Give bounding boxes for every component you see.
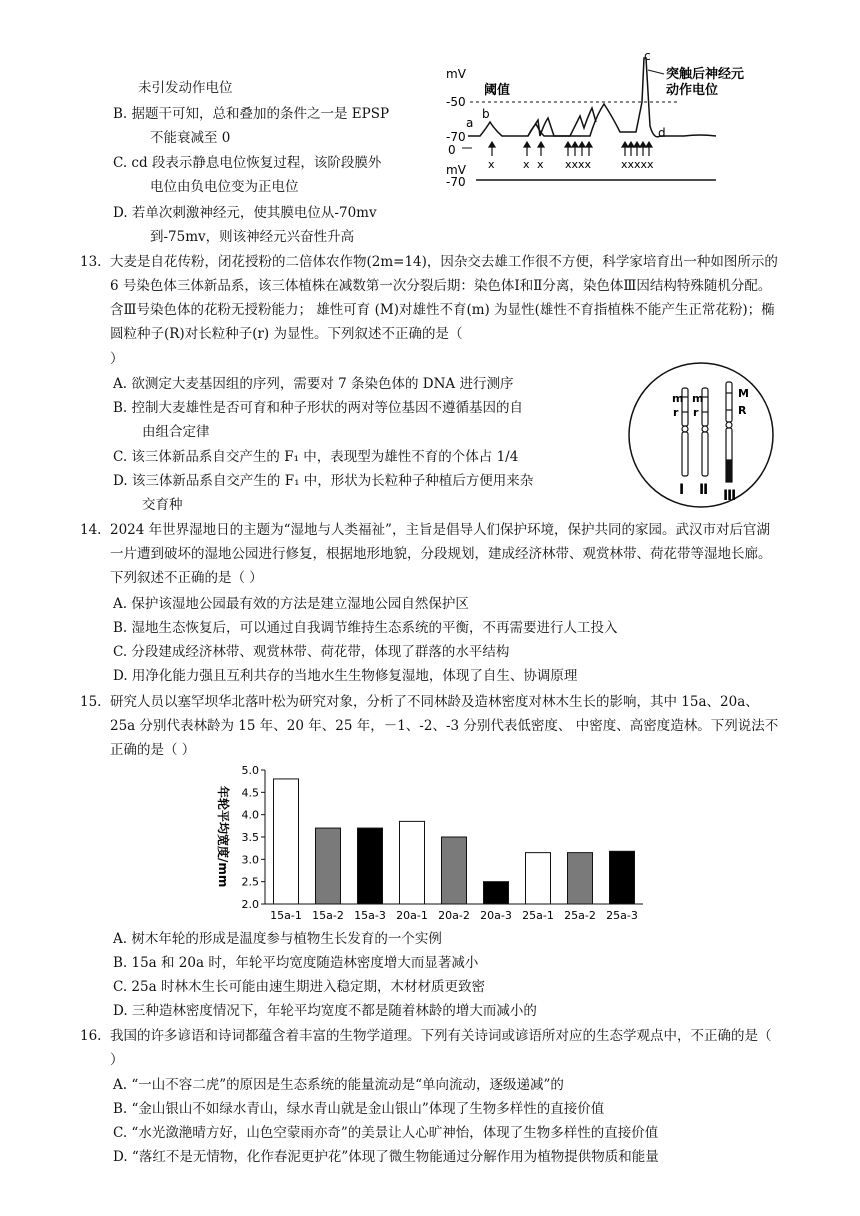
- y-tick-label: 4.0: [241, 808, 259, 822]
- stimulus-arrows: [489, 142, 652, 156]
- chromosome-figure: [618, 360, 784, 510]
- label-b: b: [482, 107, 490, 121]
- bar-25a-2: [568, 853, 593, 904]
- bar-15a-1: [274, 779, 299, 904]
- q15-option-c: C. 25a 时林木生长可能由速生期进入稳定期，木材材质更致密: [113, 979, 485, 995]
- q14-option-c: C. 分段建成经济林带、观赏林带、荷花带，体现了群落的水平结构: [113, 644, 510, 660]
- q16-option-b: B. “金山银山不如绿水青山，绿水青山就是金山银山”体现了生物多样性的直接价值: [113, 1101, 605, 1117]
- x-tick-label: 15a-2: [312, 909, 344, 922]
- chr3-gene-m: M: [738, 387, 749, 400]
- chr3-label: Ⅲ: [723, 488, 737, 504]
- q13-option-d-line1: D. 该三体新品系自交产生的 F₁ 中，形状为长粒种子种植后方便用来杂: [113, 473, 534, 489]
- q13-stem-end: ）: [110, 351, 124, 367]
- q15-option-d: D. 三种造林密度情况下，年轮平均宽度不都是随着林龄的增大而减小的: [113, 1003, 537, 1019]
- bar-15a-3: [358, 828, 383, 904]
- x-tick-label: 25a-3: [606, 909, 638, 922]
- c-pointer: [648, 70, 664, 74]
- q13-number: 13.: [80, 254, 102, 270]
- stim-label-1: x: [488, 158, 495, 171]
- x-tick-label: 25a-2: [564, 909, 596, 922]
- q15-option-a: A. 树木年轮的形成是温度参与植物生长发育的一个实例: [113, 931, 442, 947]
- x-tick-label: 15a-1: [270, 909, 302, 922]
- stim-label-4: xxxx: [565, 158, 592, 171]
- x-tick-label: 20a-1: [396, 909, 428, 922]
- chr3-gene-r: R: [738, 404, 747, 417]
- q12-option-a-tail: 未引发动作电位: [138, 80, 233, 96]
- y-tick-label: 4.5: [241, 786, 259, 800]
- mv-bottom-label: mV: [446, 163, 466, 177]
- q12-option-c-line1: C. cd 段表示静息电位恢复过程，该阶段膜外: [113, 155, 382, 171]
- q12-option-b-line1: B. 据题干可知，总和叠加的条件之一是 EPSP: [113, 106, 390, 122]
- mv-top-label: mV: [446, 67, 466, 81]
- y-tick-label: 3.0: [241, 853, 259, 867]
- q13-option-c: C. 该三体新品系自交产生的 F₁ 中，表现型为雄性不育的个体占 1/4: [113, 449, 519, 465]
- q15-option-b: B. 15a 和 20a 时，年轮平均宽度随造林密度增大而显著减小: [113, 955, 479, 971]
- q15-number: 15.: [80, 694, 102, 710]
- q14-number: 14.: [80, 522, 102, 538]
- label-a: a: [466, 116, 474, 130]
- q12-option-c-line2: 电位由负电位变为正电位: [150, 179, 299, 195]
- zero-label: 0: [448, 143, 456, 157]
- y-tick-label: 2.0: [241, 898, 259, 911]
- bar-20a-2: [442, 837, 467, 904]
- q16-option-a: A. “一山不容二虎”的原因是生态系统的能量流动是“单向流动，逐级递减”的: [113, 1077, 564, 1093]
- membrane-potential-figure: [440, 48, 760, 198]
- x-tick-label: 20a-3: [480, 909, 512, 922]
- label-c: c: [644, 49, 651, 63]
- second-trace: [528, 108, 596, 136]
- chr1-gene-m: m: [672, 392, 684, 405]
- q14-option-d: D. 用净化能力强且互利共存的当地水生生物修复湿地，体现了自生、协调原理: [113, 668, 578, 684]
- q16-number: 16.: [80, 1028, 102, 1044]
- post-neuron-label-line1: 突触后神经元: [666, 67, 745, 82]
- bar-20a-3: [484, 882, 509, 904]
- x-tick-label: 20a-2: [438, 909, 470, 922]
- minus70-bottom-label: -70: [446, 175, 466, 189]
- bar-15a-2: [316, 828, 341, 904]
- q14-option-a: A. 保护该湿地公园最有效的方法是建立湿地公园自然保护区: [113, 596, 469, 612]
- q13-stem: 大麦是自花传粉，闭花授粉的二倍体农作物(2m=14)，因杂交去雄工作很不方便，科学家培育出一种如图所示的 6 号染色体三体新品系，该三体植株在减数第一次分裂后期：染色体Ⅰ和Ⅱ分离，染色体Ⅲ因结构特殊随机分配。含Ⅲ号染色体的花粉无授粉能力； 雄性可育 (M)对雄性不育(m) 为显性(雄性不育指植株不能产生正常花粉)；椭圆粒种子(R)对长粒种子(r) 为显性。下列叙述不正确的是（: [110, 254, 778, 342]
- bar-25a-3: [610, 851, 635, 904]
- chr1-gene-r: r: [673, 406, 679, 419]
- x-tick-label: 15a-3: [354, 909, 386, 922]
- q13-option-b-line2: 由组合定律: [142, 424, 210, 440]
- q14-option-b: B. 湿地生态恢复后，可以通过自我调节维持生态系统的平衡，不再需要进行人工投入: [113, 620, 618, 636]
- y-tick-label: 5.0: [241, 764, 259, 777]
- post-neuron-label-line2: 动作电位: [666, 83, 719, 98]
- chr1-label: Ⅰ: [679, 482, 685, 498]
- stim-label-3: x: [537, 158, 544, 171]
- threshold-label: 阈值: [484, 83, 511, 98]
- stim-label-2: x: [523, 158, 530, 171]
- q16-option-c: C. “水光潋滟晴方好，山色空蒙雨亦奇”的美景让人心旷神怡，体现了生物多样性的直接价值: [113, 1125, 659, 1141]
- q12-option-b-line2: 不能衰减至 0: [150, 130, 231, 146]
- label-d: d: [658, 126, 666, 140]
- q12-option-d-line1: D. 若单次刺激神经元，使其膜电位从-70mv: [113, 205, 377, 221]
- chr2-gene-m: m: [692, 392, 704, 405]
- chr2-label: Ⅱ: [699, 482, 709, 498]
- q16-stem: 我国的许多谚语和诗词都蕴含着丰富的生物学道理。下列有关诗词或谚语所对应的生态学观点中，不正确的是（ ）: [110, 1028, 772, 1068]
- chart-ylabel: 年轮平均宽度/mm: [216, 786, 230, 888]
- bar-20a-1: [400, 821, 425, 904]
- stim-label-5: xxxxx: [621, 158, 654, 171]
- q12-option-d-line2: 到-75mv，则该神经元兴奋性升高: [150, 229, 355, 245]
- q15-stem: 研究人员以塞罕坝华北落叶松为研究对象，分析了不同林龄及造林密度对林木生长的影响，其中 15a、20a、25a 分别代表林龄为 15 年、20 年、25 年，－1、-2、-3 分别代表低密度、 中密度、高密度造林。下列说法不正确的是（ ）: [110, 694, 779, 758]
- y-tick-label: 2.5: [241, 875, 259, 889]
- bar-25a-1: [526, 853, 551, 904]
- q14-stem: 2024 年世界湿地日的主题为“湿地与人类福祉”，主旨是倡导人们保护环境，保护共同的家园。武汉市对后官湖一片遭到破坏的湿地公园进行修复，根据地形地貌，分段规划，建成经济林带、观赏林带、荷花带等湿地长廊。下列叙述不正确的是（ ）: [110, 522, 772, 586]
- minus70-label: -70: [446, 130, 466, 144]
- x-tick-label: 25a-1: [522, 909, 554, 922]
- chr2-gene-r: r: [693, 406, 699, 419]
- chromosome-3: [726, 382, 732, 482]
- ring-width-bar-chart: [205, 764, 645, 924]
- y-tick-label: 3.5: [241, 831, 259, 844]
- minus50-label: -50: [446, 95, 466, 109]
- q13-option-b-line1: B. 控制大麦雄性是否可育和种子形状的两对等位基因不遵循基因的自: [113, 400, 524, 416]
- q13-option-a: A. 欲测定大麦基因组的序列，需要对 7 条染色体的 DNA 进行测序: [113, 376, 514, 392]
- q16-option-d: D. “落红不是无情物，化作春泥更护花”体现了微生物能通过分解作用为植物提供物质和能量: [113, 1149, 659, 1165]
- q13-option-d-line2: 交育种: [142, 497, 183, 513]
